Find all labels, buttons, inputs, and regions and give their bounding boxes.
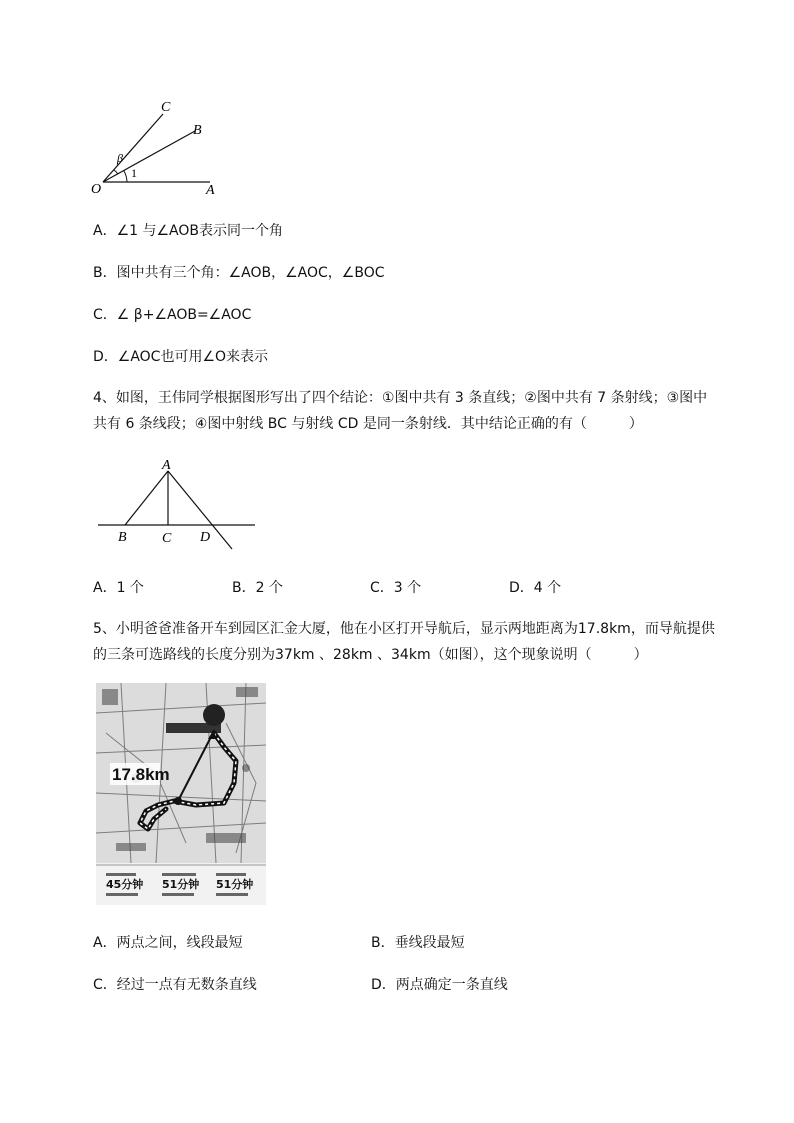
navigation-map-image (96, 683, 266, 905)
q3-option-b: B．图中共有三个角：∠AOB，∠AOC，∠BOC (93, 265, 385, 281)
start-marker (174, 797, 182, 805)
label-one: 1 (131, 166, 137, 180)
q5-stem-line2: 的三条可选路线的长度分别为37km 、28km 、34km（如图），这个现象说明（ ） (93, 647, 648, 663)
fig2-label-c: C (162, 531, 172, 546)
destination-marker (203, 704, 225, 726)
label-b: B (193, 123, 202, 138)
route-2-time: 51分钟 (162, 878, 200, 891)
route-1-time: 45分钟 (106, 878, 144, 891)
q5-option-a: A．两点之间，线段最短 (93, 935, 243, 951)
map-distance-label: 17.8km (112, 765, 170, 784)
q3-option-a: A．∠1 与∠AOB表示同一个角 (93, 223, 283, 239)
angle-figure (85, 95, 235, 200)
q4-option-b: B．2 个 (232, 580, 283, 596)
q3-option-d: D．∠AOC也可用∠O来表示 (93, 349, 269, 365)
q4-stem-line2: 共有 6 条线段；④图中射线 BC 与射线 CD 是同一条射线．其中结论正确的有（ ） (93, 416, 643, 432)
q5-option-b: B．垂线段最短 (371, 935, 465, 951)
label-a: A (206, 183, 215, 198)
q5-option-c: C．经过一点有无数条直线 (93, 977, 257, 993)
fig2-label-b: B (118, 530, 127, 545)
fig2-label-a: A (162, 458, 171, 473)
angle-arc-1 (124, 171, 127, 182)
label-beta: β (117, 151, 123, 165)
angle-arc-beta (114, 170, 118, 174)
route-3-time: 51分钟 (216, 878, 254, 891)
q4-option-a: A．1 个 (93, 580, 144, 596)
segment-ab (125, 471, 168, 525)
q4-option-d: D．4 个 (509, 580, 562, 596)
q3-option-c: C．∠ β+∠AOB=∠AOC (93, 307, 252, 323)
q5-option-d: D．两点确定一条直线 (371, 977, 508, 993)
q5-stem-line1: 5、小明爸爸准备开车到园区汇金大厦，他在小区打开导航后，显示两地距离为17.8km，而导航提供 (93, 621, 715, 637)
label-o: O (91, 182, 102, 197)
label-c: C (161, 100, 171, 115)
q4-stem-line1: 4、如图，王伟同学根据图形写出了四个结论：①图中共有 3 条直线；②图中共有 7 条射线；③图中 (93, 390, 708, 406)
line-figure (90, 455, 260, 555)
fig2-label-d: D (200, 530, 211, 545)
q4-option-c: C．3 个 (370, 580, 422, 596)
